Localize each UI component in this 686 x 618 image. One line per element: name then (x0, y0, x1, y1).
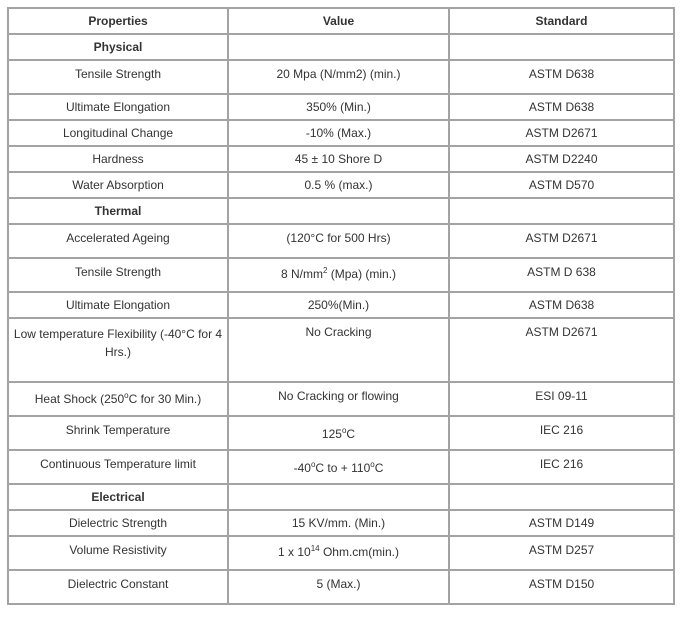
property-cell: Volume Resistivity (8, 536, 228, 570)
empty-cell (449, 34, 674, 60)
value-cell: 20 Mpa (N/mm2) (min.) (228, 60, 449, 94)
value-cell: (120°C for 500 Hrs) (228, 224, 449, 258)
table-row (8, 292, 674, 318)
standard-cell: ASTM D2671 (449, 224, 674, 258)
table-row (8, 146, 674, 172)
property-cell: Ultimate Elongation (8, 94, 228, 120)
property-cell (8, 382, 228, 416)
standard-cell: ASTM D570 (449, 172, 674, 198)
value-text: 125 (321, 427, 342, 441)
table-row (8, 60, 674, 94)
table-row (8, 510, 674, 536)
section-row-thermal (8, 198, 674, 224)
value-cell: 15 KV/mm. (Min.) (228, 510, 449, 536)
empty-cell (228, 484, 449, 510)
standard-cell: ASTM D2240 (449, 146, 674, 172)
header-standard: Standard (449, 8, 674, 34)
table-row (8, 450, 674, 484)
value-cell: 45 ± 10 Shore D (228, 146, 449, 172)
section-row-electrical (8, 484, 674, 510)
property-cell: Shrink Temperature (8, 416, 228, 450)
standard-cell: ASTM D638 (449, 60, 674, 94)
standard-cell: IEC 216 (449, 450, 674, 484)
section-row-physical (8, 34, 674, 60)
table-row (8, 382, 674, 416)
empty-cell (449, 198, 674, 224)
properties-table (7, 7, 675, 605)
value-cell (228, 416, 449, 450)
table-header-row (8, 8, 674, 34)
property-text: Heat Shock (250 (34, 392, 125, 406)
value-cell: 250%(Min.) (228, 292, 449, 318)
property-cell: Longitudinal Change (8, 120, 228, 146)
value-superscript: 2 (322, 266, 328, 275)
value-text: C to + 110 (315, 461, 371, 475)
standard-cell: ASTM D150 (449, 570, 674, 604)
standard-cell: ASTM D638 (449, 292, 674, 318)
property-cell: Dielectric Constant (8, 570, 228, 604)
property-cell: Hardness (8, 146, 228, 172)
standard-cell: ASTM D2671 (449, 120, 674, 146)
property-cell: Continuous Temperature limit (8, 450, 228, 484)
standard-cell: ESI 09-11 (449, 382, 674, 416)
value-text: C (346, 427, 356, 441)
value-cell: -10% (Max.) (228, 120, 449, 146)
value-text: C (374, 461, 384, 475)
property-text: C for 30 Min.) (128, 392, 202, 406)
table-row (8, 258, 674, 292)
table-row (8, 94, 674, 120)
value-cell: No Cracking (228, 318, 449, 382)
value-text: Ohm.cm(min.) (319, 545, 399, 559)
table-row (8, 172, 674, 198)
value-cell: 5 (Max.) (228, 570, 449, 604)
value-cell (228, 258, 449, 292)
value-cell (228, 536, 449, 570)
property-cell: Tensile Strength (8, 60, 228, 94)
table-row (8, 536, 674, 570)
value-cell: No Cracking or flowing (228, 382, 449, 416)
value-cell: 0.5 % (max.) (228, 172, 449, 198)
table-row (8, 224, 674, 258)
table-row (8, 318, 674, 382)
header-properties: Properties (8, 8, 228, 34)
table-row (8, 416, 674, 450)
value-superscript: o (310, 460, 316, 469)
property-cell: Low temperature Flexibility (-40°C for 4 Hrs.) (8, 318, 228, 382)
value-cell (228, 450, 449, 484)
header-value: Value (228, 8, 449, 34)
value-text: 8 N/mm (280, 267, 323, 281)
section-label-physical: Physical (8, 34, 228, 60)
section-label-electrical: Electrical (8, 484, 228, 510)
standard-cell: ASTM D257 (449, 536, 674, 570)
standard-cell: IEC 216 (449, 416, 674, 450)
value-text: 1 x 10 (278, 545, 311, 559)
property-cell: Tensile Strength (8, 258, 228, 292)
property-cell: Dielectric Strength (8, 510, 228, 536)
standard-cell: ASTM D2671 (449, 318, 674, 382)
table-row (8, 570, 674, 604)
property-cell: Ultimate Elongation (8, 292, 228, 318)
value-text: (Mpa) (min.) (327, 267, 397, 281)
property-superscript: o (124, 391, 129, 400)
value-superscript: o (341, 426, 347, 435)
section-label-thermal: Thermal (8, 198, 228, 224)
value-superscript: 14 (310, 544, 320, 553)
table-row (8, 120, 674, 146)
standard-cell: ASTM D638 (449, 94, 674, 120)
value-cell: 350% (Min.) (228, 94, 449, 120)
empty-cell (228, 34, 449, 60)
property-cell: Accelerated Ageing (8, 224, 228, 258)
empty-cell (228, 198, 449, 224)
value-text: -40 (293, 461, 311, 475)
value-superscript: o (370, 460, 375, 469)
standard-cell: ASTM D 638 (449, 258, 674, 292)
standard-cell: ASTM D149 (449, 510, 674, 536)
property-cell: Water Absorption (8, 172, 228, 198)
empty-cell (449, 484, 674, 510)
